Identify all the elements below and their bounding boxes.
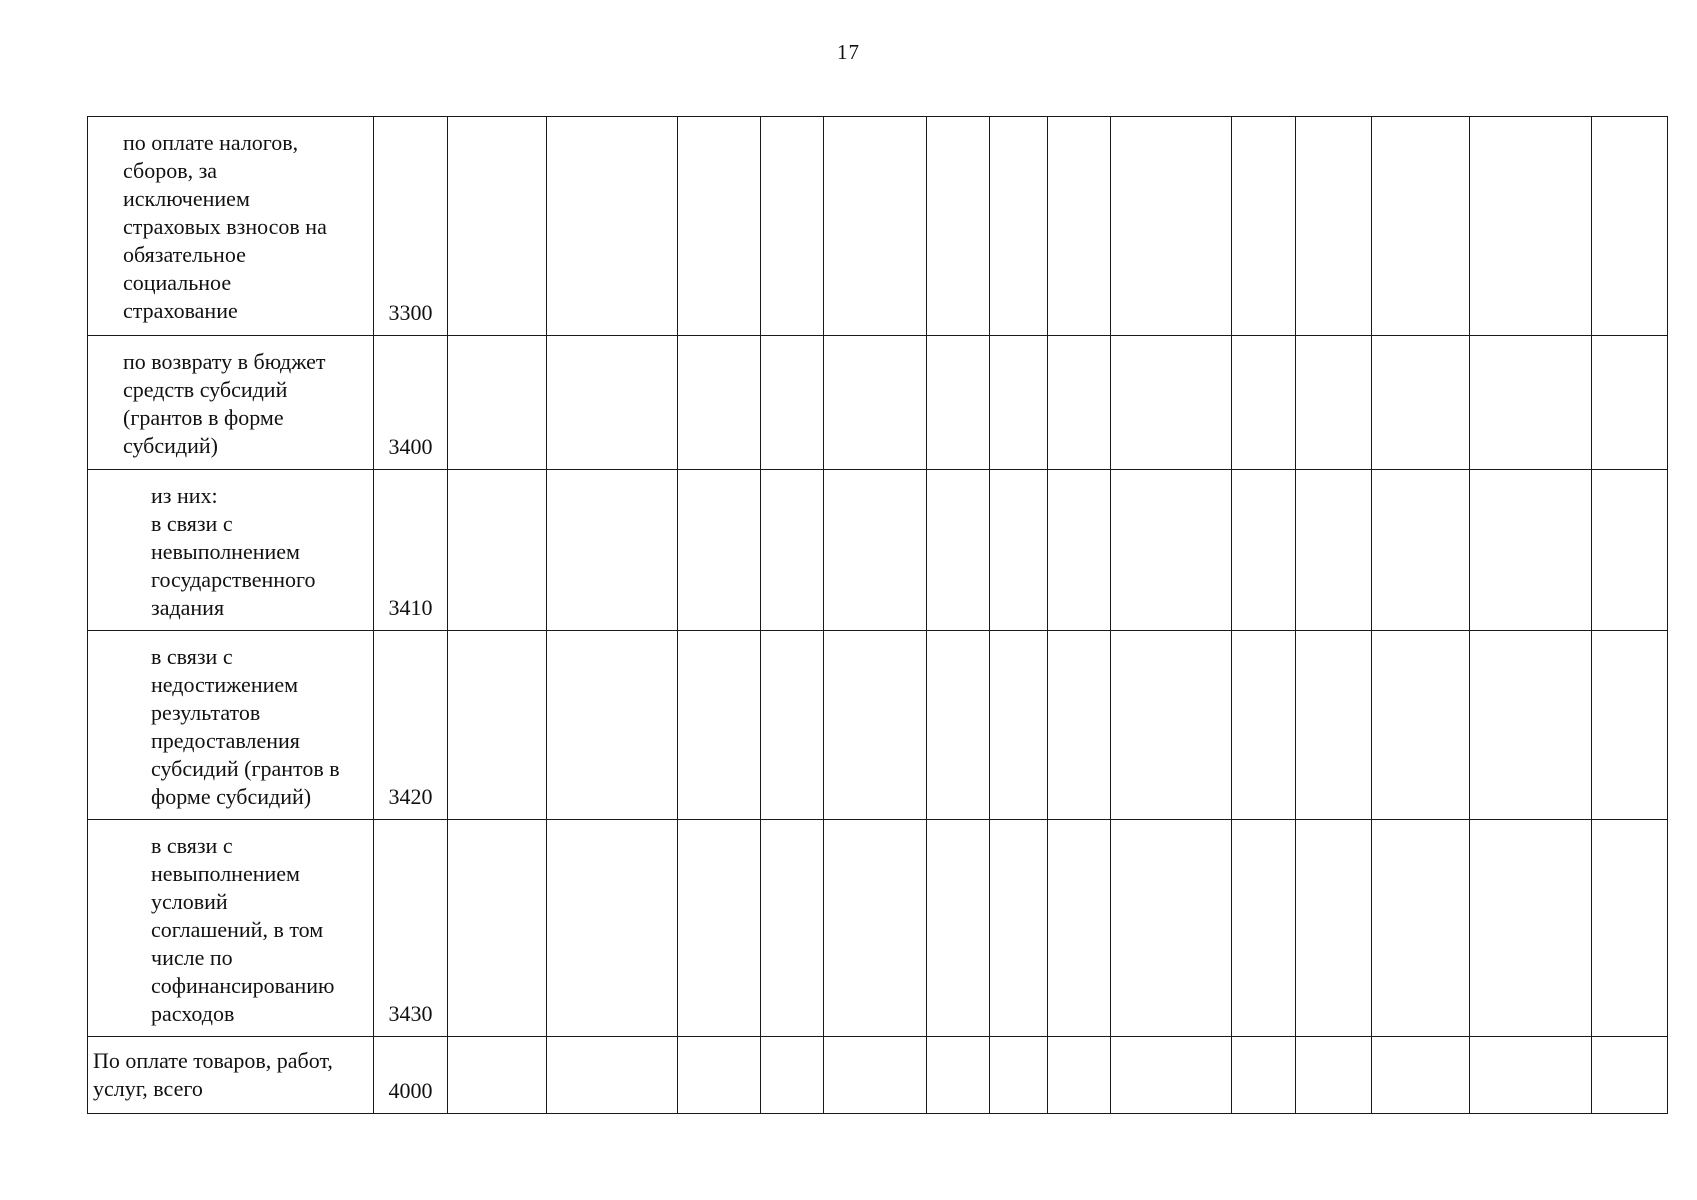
empty-cell [1372, 1037, 1470, 1114]
empty-cell [1048, 470, 1111, 631]
empty-cell [1296, 820, 1372, 1037]
empty-cell [1372, 820, 1470, 1037]
empty-cell [761, 820, 824, 1037]
empty-cell [824, 117, 927, 336]
empty-cell [448, 336, 547, 470]
empty-cell [1592, 1037, 1668, 1114]
row-label: из них: в связи с невыполнением государственного задания [88, 470, 374, 631]
empty-cell [927, 470, 990, 631]
empty-cell [678, 631, 761, 820]
empty-cell [824, 820, 927, 1037]
empty-cell [1470, 1037, 1592, 1114]
row-code: 4000 [374, 1037, 448, 1114]
empty-cell [547, 470, 678, 631]
table-row [88, 1037, 1668, 1114]
table-row [88, 336, 1668, 470]
empty-cell [1592, 820, 1668, 1037]
row-code: 3300 [374, 117, 448, 336]
empty-cell [1111, 1037, 1232, 1114]
empty-cell [927, 117, 990, 336]
empty-cell [761, 117, 824, 336]
empty-cell [1232, 631, 1296, 820]
empty-cell [1048, 1037, 1111, 1114]
empty-cell [448, 117, 547, 336]
empty-cell [824, 470, 927, 631]
empty-cell [1232, 820, 1296, 1037]
empty-cell [1470, 470, 1592, 631]
empty-cell [927, 1037, 990, 1114]
row-label: в связи с невыполнением условий соглашений, в том числе по софинансированию расходов [88, 820, 374, 1037]
empty-cell [1372, 631, 1470, 820]
empty-cell [1592, 336, 1668, 470]
empty-cell [547, 336, 678, 470]
empty-cell [1470, 820, 1592, 1037]
empty-cell [1470, 117, 1592, 336]
empty-cell [990, 631, 1048, 820]
row-code: 3420 [374, 631, 448, 820]
empty-cell [990, 1037, 1048, 1114]
empty-cell [448, 1037, 547, 1114]
empty-cell [1111, 820, 1232, 1037]
table-row [88, 820, 1668, 1037]
empty-cell [927, 336, 990, 470]
empty-cell [678, 1037, 761, 1114]
empty-cell [1592, 631, 1668, 820]
empty-cell [1111, 336, 1232, 470]
table-row [88, 117, 1668, 336]
empty-cell [824, 336, 927, 470]
empty-cell [1296, 1037, 1372, 1114]
empty-cell [761, 1037, 824, 1114]
table-row [88, 470, 1668, 631]
empty-cell [1296, 336, 1372, 470]
empty-cell [547, 117, 678, 336]
empty-cell [761, 336, 824, 470]
row-label: в связи с недостижением результатов предоставления субсидий (грантов в форме субсидий) [88, 631, 374, 820]
row-code: 3430 [374, 820, 448, 1037]
empty-cell [678, 336, 761, 470]
empty-cell [990, 336, 1048, 470]
empty-cell [761, 631, 824, 820]
empty-cell [1232, 470, 1296, 631]
empty-cell [1372, 117, 1470, 336]
table-row [88, 631, 1668, 820]
row-code: 3410 [374, 470, 448, 631]
empty-cell [990, 820, 1048, 1037]
empty-cell [824, 631, 927, 820]
empty-cell [1372, 470, 1470, 631]
empty-cell [1296, 117, 1372, 336]
empty-cell [990, 117, 1048, 336]
report-table [87, 116, 1668, 1114]
row-label: по возврату в бюджет средств субсидий (грантов в форме субсидий) [88, 336, 374, 470]
empty-cell [761, 470, 824, 631]
row-label: по оплате налогов, сборов, за исключением страховых взносов на обязательное социальное страхование [88, 117, 374, 336]
empty-cell [990, 470, 1048, 631]
row-code: 3400 [374, 336, 448, 470]
empty-cell [448, 631, 547, 820]
empty-cell [1372, 336, 1470, 470]
empty-cell [448, 470, 547, 631]
empty-cell [1048, 117, 1111, 336]
empty-cell [1232, 336, 1296, 470]
empty-cell [448, 820, 547, 1037]
empty-cell [1296, 470, 1372, 631]
empty-cell [1592, 117, 1668, 336]
empty-cell [547, 631, 678, 820]
empty-cell [824, 1037, 927, 1114]
empty-cell [1470, 336, 1592, 470]
row-label: По оплате товаров, работ, услуг, всего [88, 1037, 374, 1114]
empty-cell [547, 820, 678, 1037]
empty-cell [1048, 631, 1111, 820]
empty-cell [927, 820, 990, 1037]
empty-cell [1111, 470, 1232, 631]
empty-cell [678, 470, 761, 631]
empty-cell [1048, 336, 1111, 470]
empty-cell [547, 1037, 678, 1114]
empty-cell [1592, 470, 1668, 631]
empty-cell [1296, 631, 1372, 820]
empty-cell [1048, 820, 1111, 1037]
empty-cell [1111, 631, 1232, 820]
empty-cell [1232, 1037, 1296, 1114]
page-number: 17 [837, 40, 860, 64]
empty-cell [927, 631, 990, 820]
empty-cell [1232, 117, 1296, 336]
empty-cell [1111, 117, 1232, 336]
empty-cell [1470, 631, 1592, 820]
empty-cell [678, 820, 761, 1037]
empty-cell [678, 117, 761, 336]
